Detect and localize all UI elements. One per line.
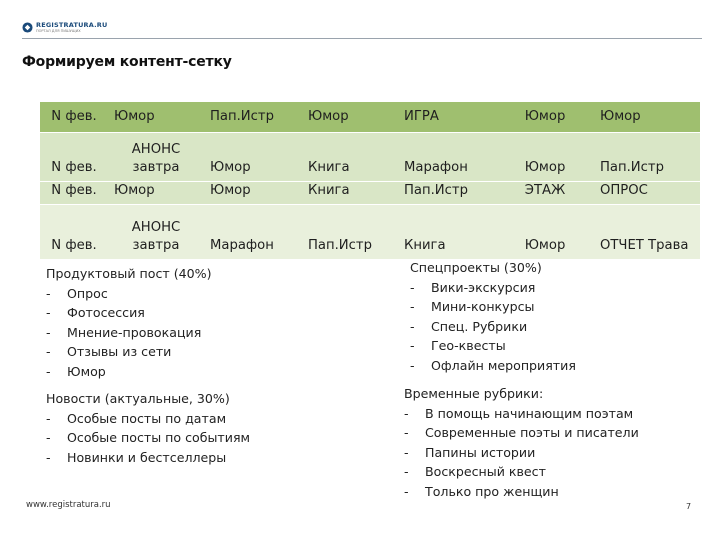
temporary-rubrics-block xyxy=(404,384,704,501)
table-cell: Книга xyxy=(302,133,398,182)
table-cell: ОПРОС xyxy=(594,182,700,205)
table-row xyxy=(40,182,700,205)
table-cell: АНОНС завтра xyxy=(108,133,204,182)
list-item: - Воскресный квест xyxy=(404,464,546,479)
list-item: - Вики-экскурсия xyxy=(410,279,536,295)
table-cell: Юмор xyxy=(204,133,302,182)
footer-url: www.registratura.ru xyxy=(26,500,111,510)
table-cell: N фев. xyxy=(40,133,108,182)
slide-title: Формируем контент-сетку xyxy=(22,54,232,70)
list-item: - Гео-квесты xyxy=(410,338,506,353)
page-number: 7 xyxy=(686,502,692,511)
table-cell: Марафон xyxy=(204,205,302,260)
table-cell: АНОНС завтра xyxy=(108,205,204,260)
table-cell: Книга xyxy=(398,205,496,260)
table-cell: N фев. xyxy=(40,205,108,260)
table-cell: Юмор xyxy=(108,182,204,205)
header-divider xyxy=(22,38,702,39)
special-projects-list xyxy=(410,278,700,376)
special-projects-block xyxy=(410,258,700,375)
list-item: - Спец. Рубрики xyxy=(410,318,528,334)
list-item: - Особые посты по событиям xyxy=(46,430,251,445)
table-cell: Книга xyxy=(302,182,398,205)
list-item: - Юмор xyxy=(46,363,106,379)
table-cell: N фев. xyxy=(40,102,108,133)
table-cell: Юмор xyxy=(204,182,302,205)
content-grid-table xyxy=(40,102,700,259)
table-cell: Юмор xyxy=(496,205,594,260)
list-item: - Опрос xyxy=(46,285,108,301)
product-posts-list xyxy=(46,284,346,382)
news-block xyxy=(46,389,266,467)
table-cell: Юмор xyxy=(496,133,594,182)
logo-name: REGISTRATURA.RU xyxy=(36,21,108,29)
list-item: - Папины истории xyxy=(404,444,536,460)
logo xyxy=(22,22,107,33)
table-cell: ИГРА xyxy=(398,102,496,133)
list-item: - Только про женщин xyxy=(404,483,559,499)
table-row xyxy=(40,133,700,182)
table-cell: Пап.Истр xyxy=(204,102,302,133)
table-cell: Юмор xyxy=(594,102,700,133)
table-cell: Пап.Истр xyxy=(594,133,700,182)
table-row xyxy=(40,102,700,133)
temporary-rubrics-heading: Временные рубрики: xyxy=(404,386,544,401)
table-cell: N фев. xyxy=(40,182,108,205)
list-item: - Офлайн мероприятия xyxy=(410,357,576,373)
news-heading: Новости (актуальные, 30%) xyxy=(46,391,230,406)
product-posts-heading: Продуктовый пост (40%) xyxy=(46,266,212,281)
logo-mark-icon xyxy=(22,22,33,33)
table-cell: Марафон xyxy=(398,133,496,182)
list-item: - Мнение-провокация xyxy=(46,324,202,340)
table-cell: Пап.Истр xyxy=(302,205,398,260)
list-item: - Новинки и бестселлеры xyxy=(46,449,227,465)
list-item: - Мини-конкурсы xyxy=(410,299,535,314)
special-projects-heading: Спецпроекты (30%) xyxy=(410,260,542,275)
table-cell: Пап.Истр xyxy=(398,182,496,205)
table-cell: Юмор xyxy=(108,102,204,133)
list-item: - В помощь начинающим поэтам xyxy=(404,405,634,421)
table-cell: ЭТАЖ xyxy=(496,182,594,205)
list-item: - Современные поэты и писатели xyxy=(404,425,639,440)
table-cell: ОТЧЕТ Трава xyxy=(594,205,700,260)
list-item: - Особые посты по датам xyxy=(46,410,227,426)
news-list xyxy=(46,409,266,468)
table-row xyxy=(40,205,700,260)
temporary-rubrics-list xyxy=(404,404,704,502)
product-posts-block xyxy=(46,264,346,381)
list-item: - Отзывы из сети xyxy=(46,344,172,359)
table-cell: Юмор xyxy=(496,102,594,133)
list-item: - Фотосессия xyxy=(46,305,145,320)
logo-tagline: ПОРТАЛ ДЛЯ ПИШУЩИХ xyxy=(36,28,81,33)
table-cell: Юмор xyxy=(302,102,398,133)
